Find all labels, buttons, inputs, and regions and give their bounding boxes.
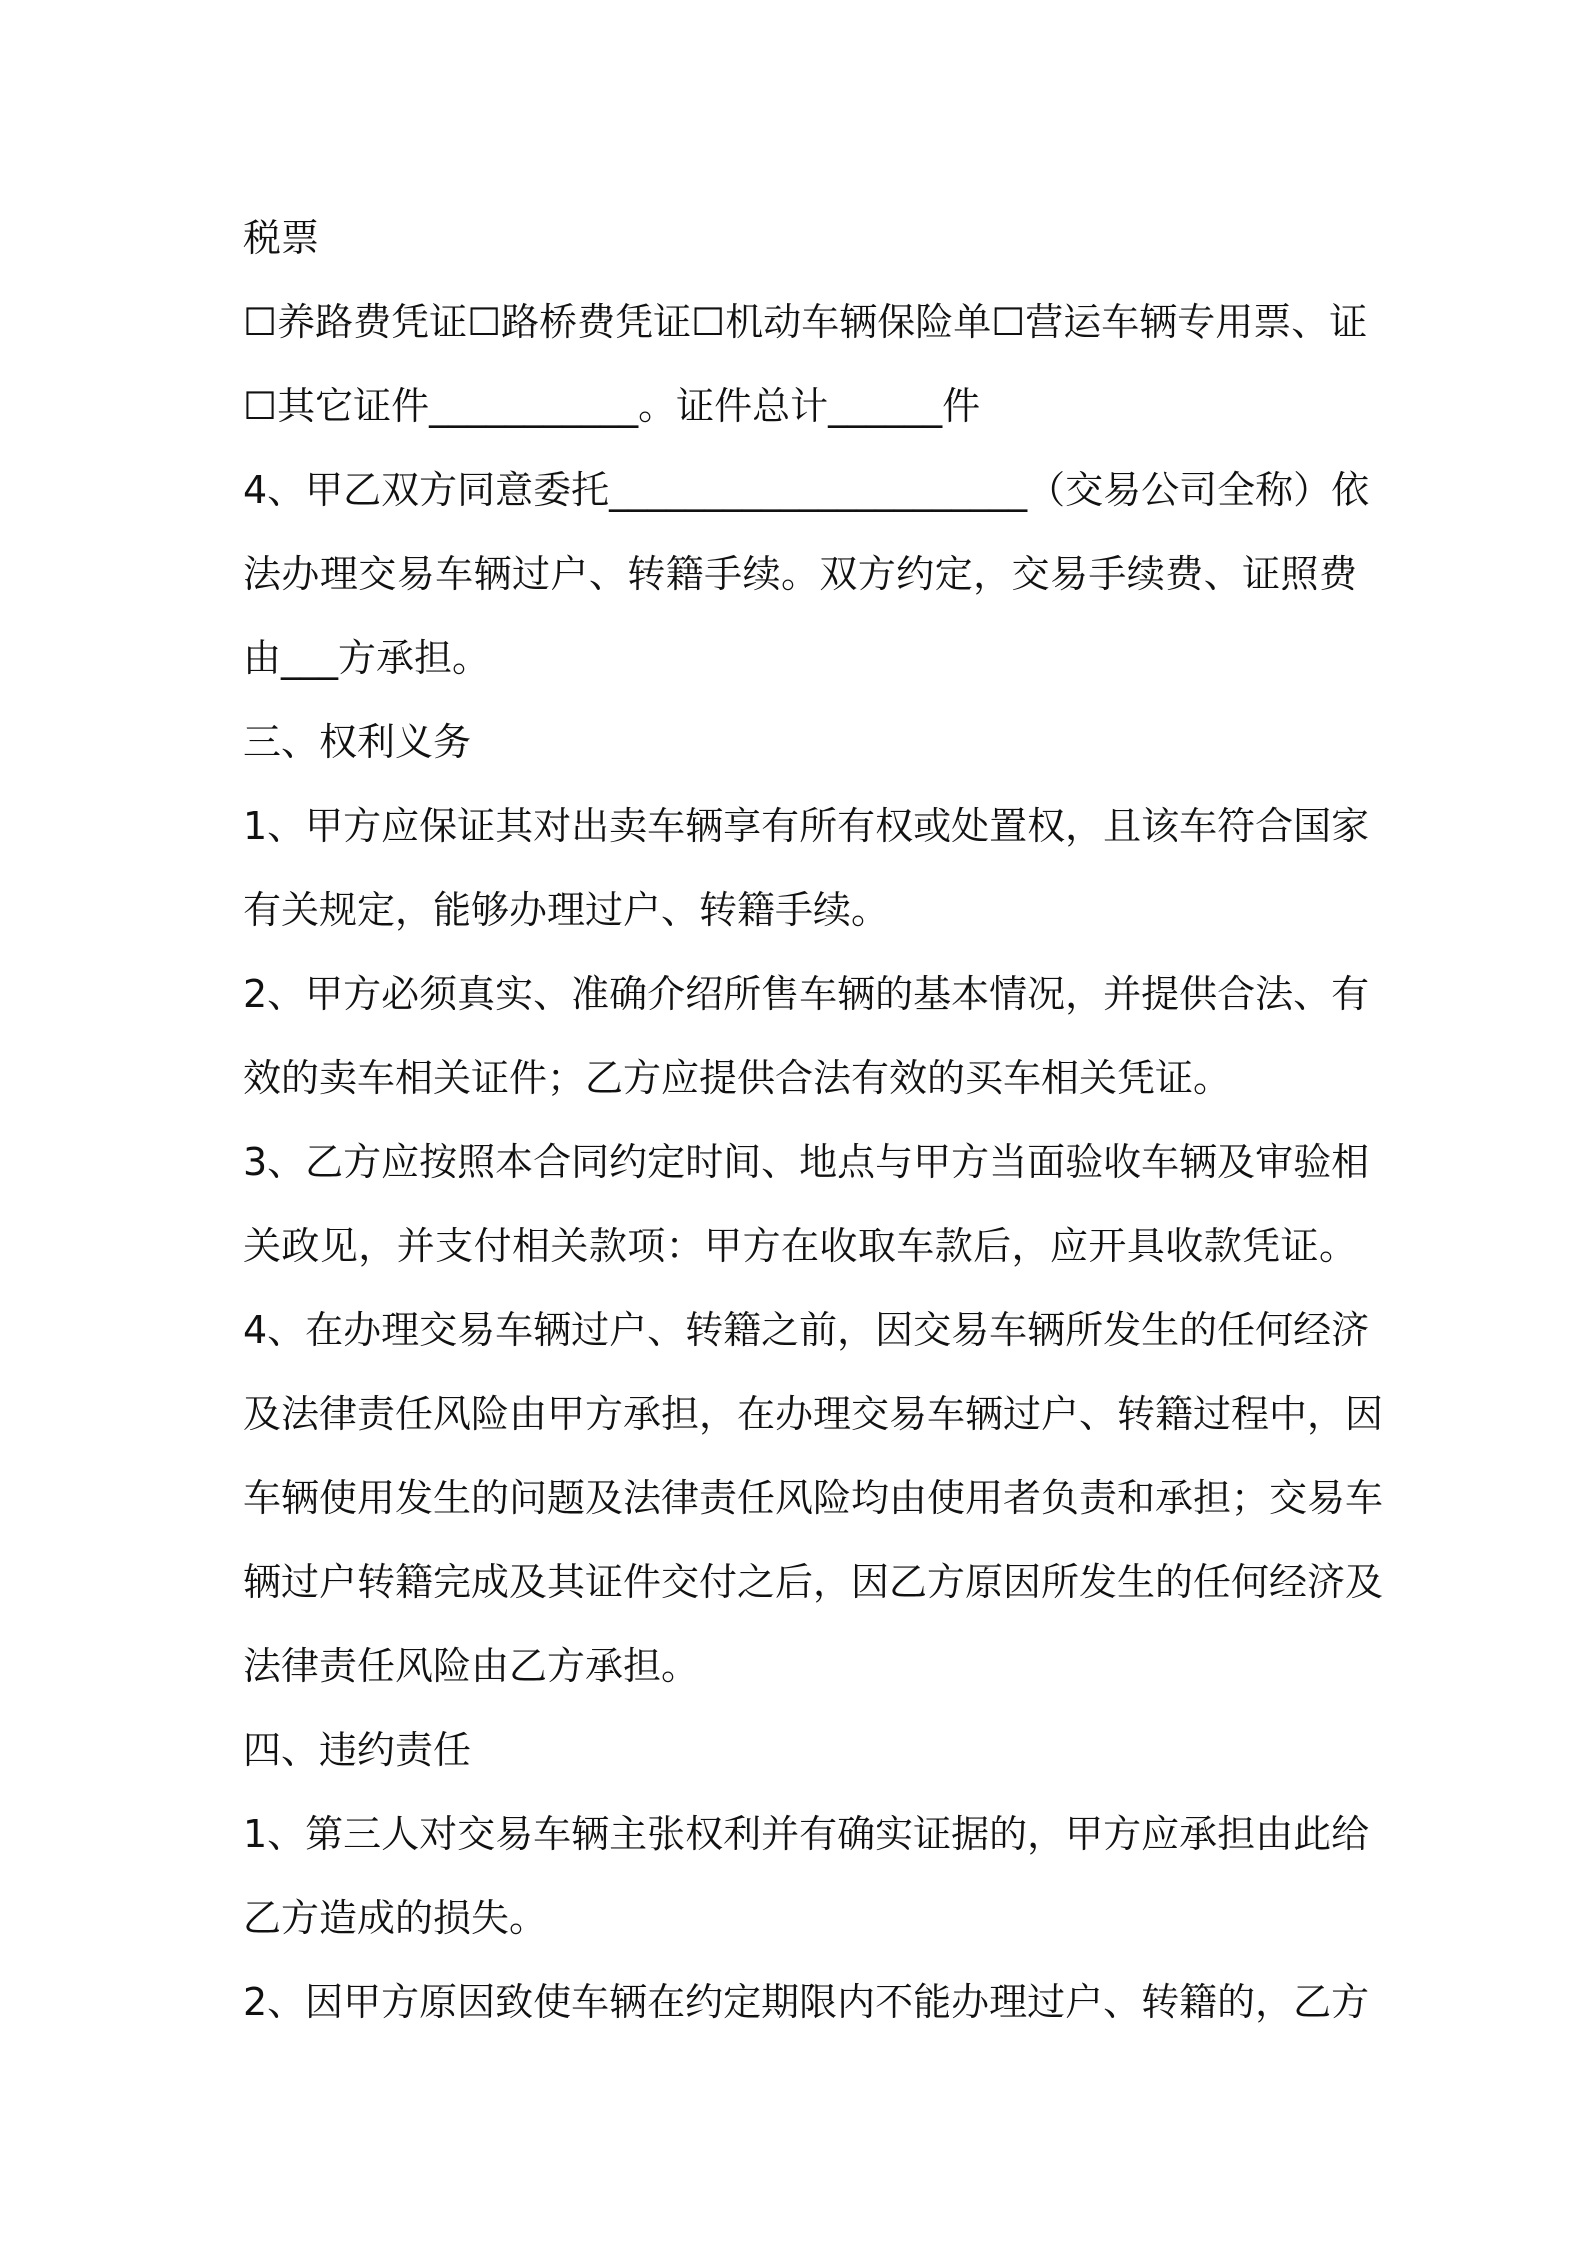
text-line: 4、甲乙双方同意委托______________________（交易公司全称）依: [243, 468, 1370, 512]
section-heading: 四、违约责任: [243, 1728, 472, 1772]
text-line: 及法律责任风险由甲方承担，在办理交易车辆过户、转籍过程中，因: [243, 1392, 1384, 1436]
text-line: 车辆使用发生的问题及法律责任风险均由使用者负责和承担；交易车: [243, 1476, 1384, 1520]
text-line: 税票: [243, 216, 320, 260]
text-line: 关政见，并支付相关款项：甲方在收取车款后，应开具收款凭证。: [243, 1224, 1357, 1268]
text-line: 由___方承担。: [243, 636, 491, 680]
text-line: 4、在办理交易车辆过户、转籍之前，因交易车辆所发生的任何经济: [243, 1308, 1370, 1352]
document-body: [243, 196, 1384, 2044]
text-line: 法办理交易车辆过户、转籍手续。双方约定，交易手续费、证照费: [243, 552, 1357, 596]
text-line: 法律责任风险由乙方承担。: [243, 1644, 700, 1688]
text-line: 3、乙方应按照本合同约定时间、地点与甲方当面验收车辆及审验相: [243, 1140, 1370, 1184]
text-line: 1、第三人对交易车辆主张权利并有确实证据的，甲方应承担由此给: [243, 1812, 1370, 1856]
section-heading: 三、权利义务: [243, 720, 472, 764]
text-line: 效的卖车相关证件；乙方应提供合法有效的买车相关凭证。: [243, 1056, 1232, 1100]
text-line: 2、甲方必须真实、准确介绍所售车辆的基本情况，并提供合法、有: [243, 972, 1370, 1016]
text-line: 2、因甲方原因致使车辆在约定期限内不能办理过户、转籍的，乙方: [243, 1980, 1370, 2024]
text-line: ☐养路费凭证☐路桥费凭证☐机动车辆保险单☐营运车辆专用票、证: [243, 300, 1368, 344]
text-line: 1、甲方应保证其对出卖车辆享有所有权或处置权，且该车符合国家: [243, 804, 1370, 848]
text-line: ☐其它证件___________。证件总计______件: [243, 384, 981, 428]
text-line: 有关规定，能够办理过户、转籍手续。: [243, 888, 890, 932]
text-line: 乙方造成的损失。: [243, 1896, 548, 1940]
text-line: 辆过户转籍完成及其证件交付之后，因乙方原因所发生的任何经济及: [243, 1560, 1384, 1604]
